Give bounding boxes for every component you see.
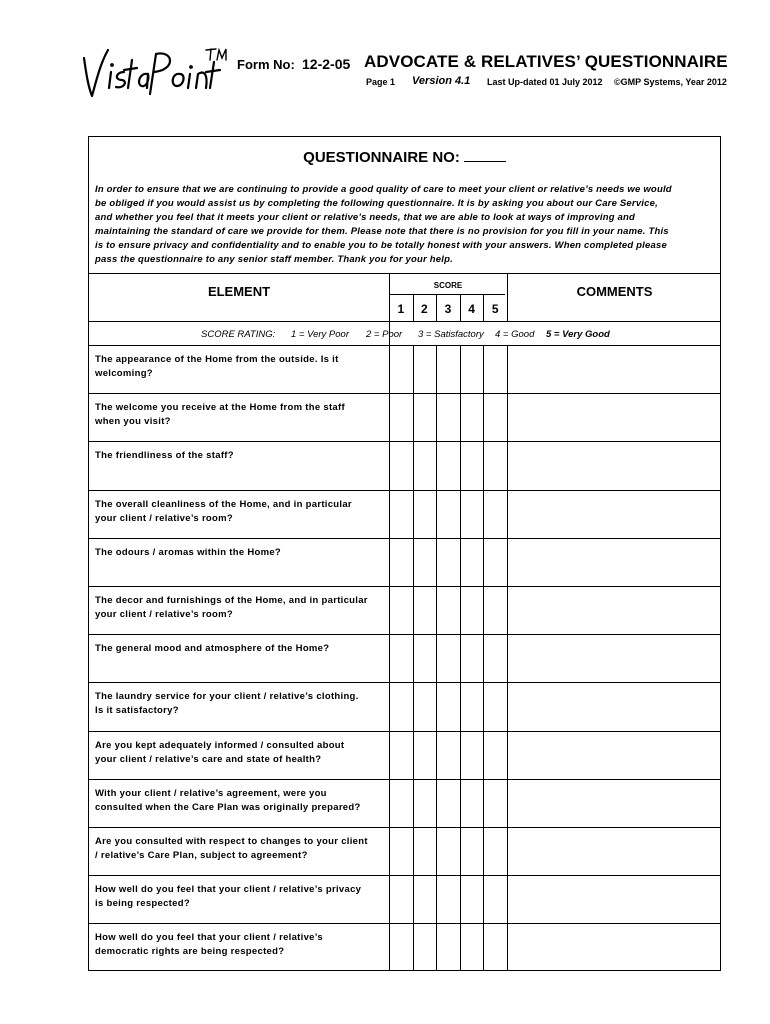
question-text bbox=[95, 642, 385, 656]
rating-2: 2 = Poor bbox=[366, 329, 403, 340]
comments-column-header: COMMENTS bbox=[576, 284, 653, 299]
score-cell-1[interactable] bbox=[389, 779, 413, 827]
question-text bbox=[95, 353, 385, 381]
rating-1: 1 = Very Poor bbox=[291, 329, 349, 340]
score-cell-1[interactable] bbox=[389, 731, 413, 779]
question-line: The appearance of the Home from the outside. Is it bbox=[95, 354, 339, 365]
score-cell-1[interactable] bbox=[389, 490, 413, 538]
score-cell-3[interactable] bbox=[436, 731, 460, 779]
intro-line: is to ensure privacy and confidentiality and to enable you to be totally honest with your answers. When completed please bbox=[95, 240, 667, 251]
rating-5: 5 = Very Good bbox=[546, 329, 610, 340]
score-cell-1[interactable] bbox=[389, 586, 413, 634]
question-line: your client / relative’s care and state of health? bbox=[95, 753, 322, 765]
question-line: The laundry service for your client / relative’s clothing. bbox=[95, 691, 359, 703]
score-cell-4[interactable] bbox=[460, 682, 484, 730]
question-text bbox=[95, 931, 385, 959]
question-line: The odours / aromas within the Home? bbox=[95, 546, 282, 558]
question-line: your client / relative’s room? bbox=[95, 609, 233, 620]
question-line: How well do you feel that your client / relative’s privacy bbox=[95, 884, 362, 896]
score-cell-3[interactable] bbox=[436, 779, 460, 827]
comment-cell[interactable] bbox=[507, 634, 721, 682]
intro-line: be obliged if you would assist us by completing the following questionnaire. It is by asking you about our Care Service, bbox=[95, 198, 658, 209]
score-cell-5[interactable] bbox=[483, 441, 507, 489]
version-label: Version 4.1 bbox=[412, 75, 471, 87]
score-cell-1[interactable] bbox=[389, 393, 413, 441]
score-cell-5[interactable] bbox=[483, 393, 507, 441]
score-cell-3[interactable] bbox=[436, 441, 460, 489]
score-cell-5[interactable] bbox=[483, 827, 507, 875]
score-cell-3[interactable] bbox=[436, 827, 460, 875]
question-text bbox=[95, 739, 385, 767]
score-cell-5[interactable] bbox=[483, 634, 507, 682]
score-cell-3[interactable] bbox=[436, 538, 460, 586]
element-column-header: ELEMENT bbox=[207, 284, 271, 299]
question-text bbox=[95, 787, 385, 815]
question-line: Is it satisfactory? bbox=[95, 705, 179, 717]
grid-line bbox=[389, 273, 390, 294]
comment-cell[interactable] bbox=[507, 441, 721, 489]
rating-4: 4 = Good bbox=[495, 329, 535, 340]
score-cell-4[interactable] bbox=[460, 586, 484, 634]
score-cell-2[interactable] bbox=[413, 682, 437, 730]
score-number-2: 2 bbox=[421, 302, 428, 316]
score-cell-1[interactable] bbox=[389, 682, 413, 730]
grid-line bbox=[507, 273, 508, 321]
comment-cell[interactable] bbox=[507, 827, 721, 875]
form-number-value: 12-2-05 bbox=[302, 56, 351, 72]
vistapoint-logo bbox=[80, 42, 230, 102]
comment-cell[interactable] bbox=[507, 393, 721, 441]
grid-line bbox=[436, 294, 437, 321]
page-number: Page 1 bbox=[366, 77, 396, 87]
intro-paragraph bbox=[95, 183, 714, 267]
score-cell-3[interactable] bbox=[436, 682, 460, 730]
score-cell-3[interactable] bbox=[436, 875, 460, 923]
question-text bbox=[95, 594, 385, 622]
question-line: is being respected? bbox=[95, 898, 190, 910]
score-cell-1[interactable] bbox=[389, 345, 413, 393]
score-cell-4[interactable] bbox=[460, 345, 484, 393]
question-text bbox=[95, 401, 385, 429]
question-line: The decor and furnishings of the Home, and in particular bbox=[95, 595, 368, 606]
score-cell-4[interactable] bbox=[460, 875, 484, 923]
divider bbox=[89, 321, 720, 322]
comment-cell[interactable] bbox=[507, 682, 721, 730]
question-line: welcoming? bbox=[95, 368, 153, 379]
logo-signature-icon bbox=[80, 42, 230, 102]
score-cell-4[interactable] bbox=[460, 538, 484, 586]
score-cell-5[interactable] bbox=[483, 731, 507, 779]
score-cell-1[interactable] bbox=[389, 827, 413, 875]
question-text bbox=[95, 883, 385, 911]
question-line: The general mood and atmosphere of the Home? bbox=[95, 643, 330, 655]
score-cell-5[interactable] bbox=[483, 490, 507, 538]
score-cell-1[interactable] bbox=[389, 875, 413, 923]
grid-line bbox=[460, 294, 461, 321]
score-cell-2[interactable] bbox=[413, 586, 437, 634]
question-line: How well do you feel that your client / relative’s bbox=[95, 932, 323, 944]
score-cell-2[interactable] bbox=[413, 441, 437, 489]
score-cell-2[interactable] bbox=[413, 827, 437, 875]
score-cell-2[interactable] bbox=[413, 923, 437, 971]
score-number-5: 5 bbox=[491, 302, 499, 316]
score-cell-4[interactable] bbox=[460, 490, 484, 538]
comment-cell[interactable] bbox=[507, 538, 721, 586]
questionnaire-frame bbox=[88, 136, 721, 971]
comment-cell[interactable] bbox=[507, 345, 721, 393]
score-cell-3[interactable] bbox=[436, 393, 460, 441]
question-text bbox=[95, 449, 385, 463]
score-cell-4[interactable] bbox=[460, 923, 484, 971]
score-cell-5[interactable] bbox=[483, 345, 507, 393]
question-line: Are you kept adequately informed / consulted about bbox=[95, 739, 345, 751]
score-cell-4[interactable] bbox=[460, 441, 484, 489]
divider bbox=[89, 273, 720, 274]
questionnaire-number-field[interactable] bbox=[464, 147, 506, 162]
score-cell-2[interactable] bbox=[413, 875, 437, 923]
comment-cell[interactable] bbox=[507, 923, 721, 971]
intro-line: maintaining the standard of care we provide for them. Please note that there is no provision for you fill in your name. This bbox=[95, 226, 669, 237]
score-cell-1[interactable] bbox=[389, 441, 413, 489]
comment-cell[interactable] bbox=[507, 731, 721, 779]
question-text bbox=[95, 690, 385, 718]
document-title: ADVOCATE & RELATIVES’ QUESTIONNAIRE bbox=[364, 52, 728, 71]
intro-line: and whether you feel that it meets your client or relative’s needs, that we are able to look at ways of improving and bbox=[95, 212, 636, 223]
score-cell-5[interactable] bbox=[483, 682, 507, 730]
score-number-4: 4 bbox=[468, 302, 475, 316]
questionnaire-number-label: QUESTIONNAIRE NO: bbox=[303, 149, 460, 166]
comment-cell[interactable] bbox=[507, 779, 721, 827]
comment-cell[interactable] bbox=[507, 875, 721, 923]
comment-cell[interactable] bbox=[507, 490, 721, 538]
score-cell-5[interactable] bbox=[483, 586, 507, 634]
score-cell-3[interactable] bbox=[436, 923, 460, 971]
score-column-header: SCORE bbox=[433, 281, 463, 290]
score-cell-4[interactable] bbox=[460, 731, 484, 779]
score-cell-3[interactable] bbox=[436, 490, 460, 538]
question-line: The overall cleanliness of the Home, and in particular bbox=[95, 498, 352, 510]
score-cell-2[interactable] bbox=[413, 490, 437, 538]
grid-line bbox=[413, 294, 414, 321]
score-header-divider bbox=[389, 294, 505, 295]
score-cell-1[interactable] bbox=[389, 923, 413, 971]
question-line: your client / relative’s room? bbox=[95, 512, 233, 524]
grid-line bbox=[483, 294, 484, 321]
score-number-3: 3 bbox=[444, 302, 452, 316]
score-cell-5[interactable] bbox=[483, 779, 507, 827]
question-line: when you visit? bbox=[95, 416, 171, 428]
question-text bbox=[95, 498, 385, 526]
score-number-1: 1 bbox=[397, 302, 405, 316]
question-line: With your client / relative’s agreement, were you bbox=[95, 787, 327, 799]
question-line: Are you consulted with respect to changes to your client bbox=[95, 836, 368, 847]
question-line: democratic rights are being respected? bbox=[95, 946, 285, 958]
intro-line: pass the questionnaire to any senior staff member. Thank you for your help. bbox=[95, 254, 453, 265]
score-cell-5[interactable] bbox=[483, 923, 507, 971]
form-number-label: Form No: bbox=[237, 57, 295, 72]
score-cell-2[interactable] bbox=[413, 634, 437, 682]
score-cell-4[interactable] bbox=[460, 393, 484, 441]
score-cell-3[interactable] bbox=[436, 586, 460, 634]
rating-3: 3 = Satisfactory bbox=[418, 329, 484, 340]
score-cell-2[interactable] bbox=[413, 731, 437, 779]
score-cell-2[interactable] bbox=[413, 393, 437, 441]
score-cell-4[interactable] bbox=[460, 827, 484, 875]
score-cell-3[interactable] bbox=[436, 634, 460, 682]
score-cell-5[interactable] bbox=[483, 875, 507, 923]
question-text bbox=[95, 835, 385, 863]
comment-cell[interactable] bbox=[507, 586, 721, 634]
questionnaire-number bbox=[89, 147, 720, 166]
score-rating-label: SCORE RATING: bbox=[201, 329, 276, 340]
score-cell-4[interactable] bbox=[460, 779, 484, 827]
question-line: The friendliness of the staff? bbox=[95, 450, 234, 462]
score-cell-4[interactable] bbox=[460, 634, 484, 682]
score-cell-2[interactable] bbox=[413, 345, 437, 393]
score-cell-2[interactable] bbox=[413, 779, 437, 827]
question-text bbox=[95, 546, 385, 560]
question-line: consulted when the Care Plan was originally prepared? bbox=[95, 801, 361, 813]
score-cell-2[interactable] bbox=[413, 538, 437, 586]
score-cell-5[interactable] bbox=[483, 538, 507, 586]
copyright: ©GMP Systems, Year 2012 bbox=[614, 77, 727, 87]
question-line: The welcome you receive at the Home from the staff bbox=[95, 402, 345, 414]
form-number bbox=[237, 56, 350, 72]
question-line: / relative’s Care Plan, subject to agreement? bbox=[95, 850, 308, 861]
intro-line: In order to ensure that we are continuing to provide a good quality of care to meet your client or relative’s needs we would bbox=[95, 184, 672, 195]
last-updated: Last Up-dated 01 July 2012 bbox=[487, 77, 603, 87]
score-cell-1[interactable] bbox=[389, 538, 413, 586]
score-cell-3[interactable] bbox=[436, 345, 460, 393]
score-cell-1[interactable] bbox=[389, 634, 413, 682]
